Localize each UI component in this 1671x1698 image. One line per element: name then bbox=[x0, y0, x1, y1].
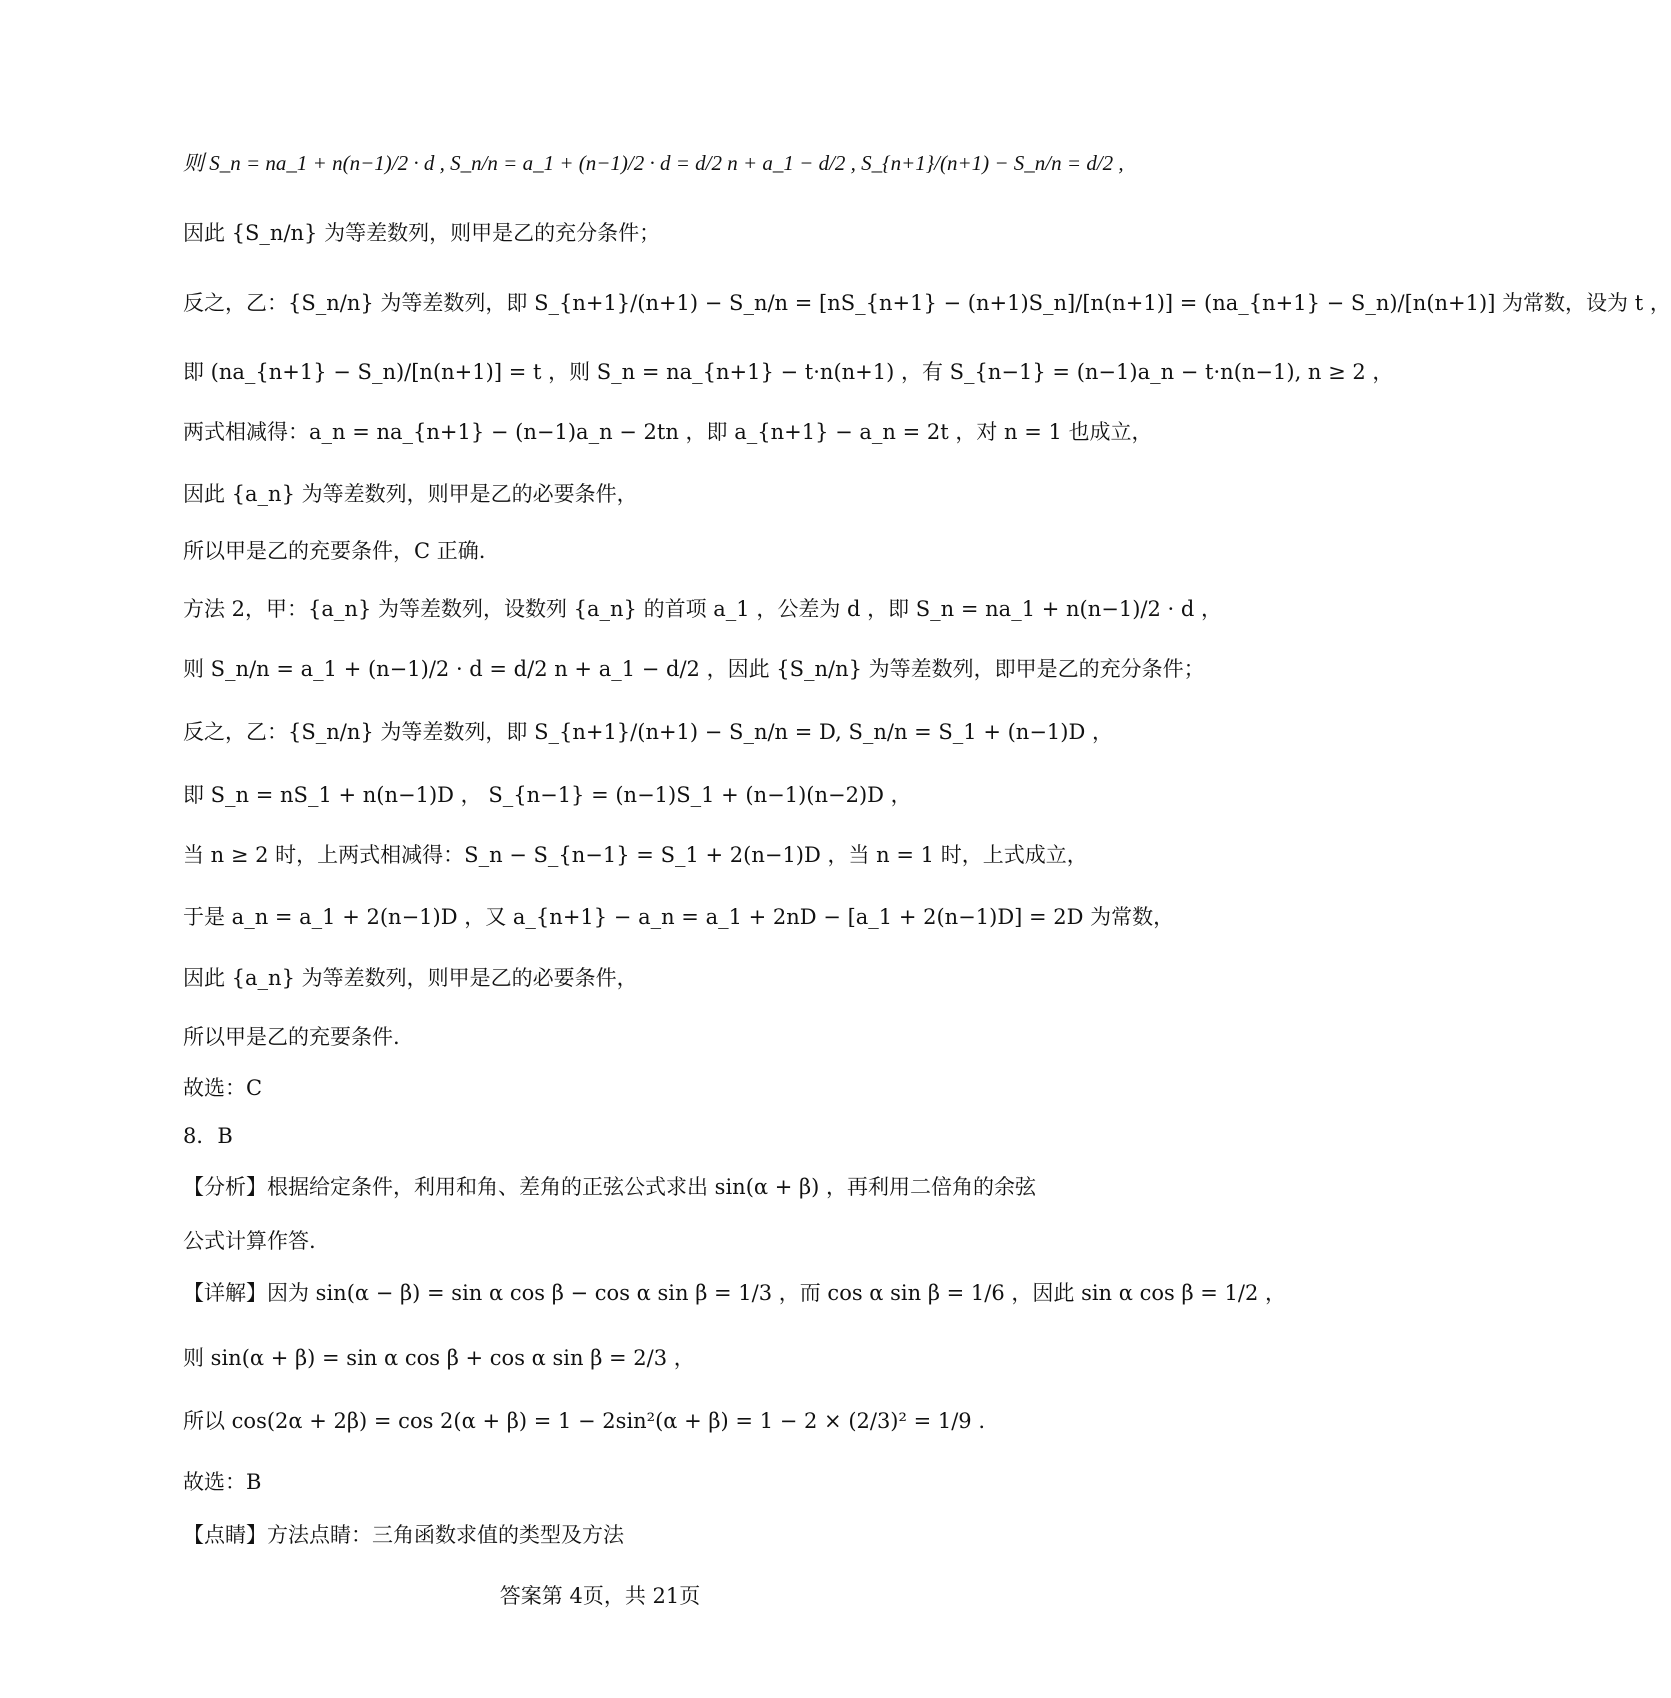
text-line: 【分析】根据给定条件，利用和角、差角的正弦公式求出 sin(α + β) ，再利用二倍角的余弦 bbox=[183, 1175, 1037, 1199]
text-line: 所以甲是乙的充要条件. bbox=[183, 1025, 400, 1049]
text-line: 于是 a_n = a_1 + 2(n−1)D ，又 a_{n+1} − a_n = a_1 + 2nD − [a_1 + 2(n−1)D] = 2D 为常数， bbox=[183, 905, 1175, 929]
text-line: 公式计算作答. bbox=[183, 1229, 316, 1253]
text-line: 即 (na_{n+1} − S_n)/[n(n+1)] = t ，则 S_n = na_{n+1} − t·n(n+1) ，有 S_{n−1} = (n−1)a_n − t·n(n−1), n ≥ 2 ， bbox=[183, 360, 1394, 384]
text-line: 即 S_n = nS_1 + n(n−1)D ， S_{n−1} = (n−1)S_1 + (n−1)(n−2)D ， bbox=[183, 783, 912, 807]
text-line: 所以甲是乙的充要条件，C 正确. bbox=[183, 539, 486, 563]
text-line: 8．B bbox=[183, 1124, 233, 1148]
text-line: 则 sin(α + β) = sin α cos β + cos α sin β = 2/3 ， bbox=[183, 1346, 695, 1370]
text-line: 因此 {S_n/n} 为等差数列，则甲是乙的充分条件； bbox=[183, 221, 661, 245]
text-line: 【点睛】方法点睛：三角函数求值的类型及方法 bbox=[183, 1523, 624, 1547]
text-line: 反之，乙：{S_n/n} 为等差数列，即 S_{n+1}/(n+1) − S_n/n = D, S_n/n = S_1 + (n−1)D ， bbox=[183, 720, 1113, 744]
text-line: 【详解】因为 sin(α − β) = sin α cos β − cos α sin β = 1/3 ，而 cos α sin β = 1/6 ，因此 sin α cos β = 1/2 ， bbox=[183, 1281, 1287, 1305]
text-line: 故选：B bbox=[183, 1470, 262, 1494]
text-line: 当 n ≥ 2 时，上两式相减得：S_n − S_{n−1} = S_1 + 2(n−1)D ，当 n = 1 时，上式成立， bbox=[183, 843, 1088, 867]
text-line: 因此 {a_n} 为等差数列，则甲是乙的必要条件， bbox=[183, 966, 638, 990]
text-line: 两式相减得：a_n = na_{n+1} − (n−1)a_n − 2tn ，即 a_{n+1} − a_n = 2t ，对 n = 1 也成立， bbox=[183, 420, 1153, 444]
text-line: 反之，乙：{S_n/n} 为等差数列，即 S_{n+1}/(n+1) − S_n/n = [nS_{n+1} − (n+1)S_n]/[n(n+1)] = (na_{n+1} − S_n)/[n(n+1)] 为常数，设为 t ， bbox=[183, 291, 1671, 315]
text-line: 所以 cos(2α + 2β) = cos 2(α + β) = 1 − 2sin²(α + β) = 1 − 2 × (2/3)² = 1/9 . bbox=[183, 1409, 986, 1433]
text-line: 则 S_n/n = a_1 + (n−1)/2 · d = d/2 n + a_1 − d/2 ，因此 {S_n/n} 为等差数列，即甲是乙的充分条件； bbox=[183, 657, 1205, 681]
text-line: 因此 {a_n} 为等差数列，则甲是乙的必要条件， bbox=[183, 482, 638, 506]
page-footer: 答案第 4页，共 21页 bbox=[499, 1584, 701, 1608]
text-line: 方法 2，甲：{a_n} 为等差数列，设数列 {a_n} 的首项 a_1 ，公差为 d ，即 S_n = na_1 + n(n−1)/2 · d ， bbox=[183, 597, 1222, 621]
text-line: 则 S_n = na_1 + n(n−1)/2 · d , S_n/n = a_1 + (n−1)/2 · d = d/2 n + a_1 − d/2 , S_{n+1}/(n+1) − S_n/n = d/2 , bbox=[183, 151, 1124, 175]
text-line: 故选：C bbox=[183, 1076, 263, 1100]
